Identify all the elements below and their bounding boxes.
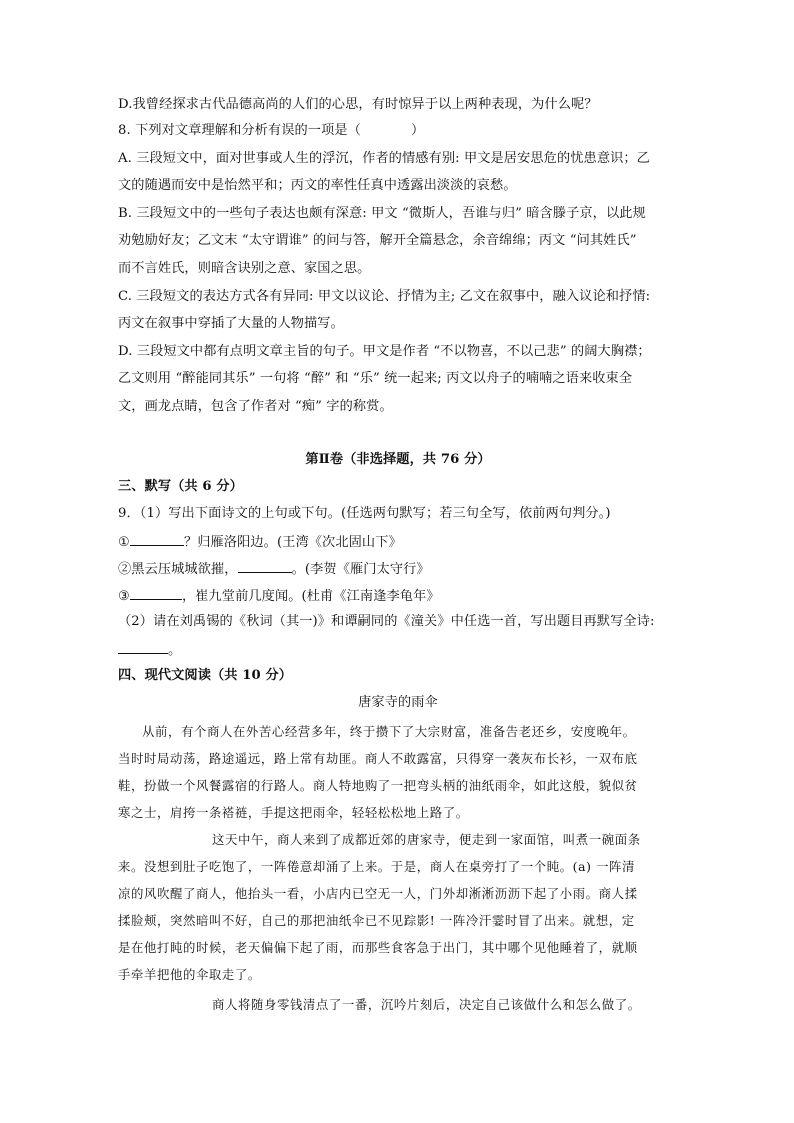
q8-option-d-line3: 文，画龙点睛，包含了作者对 “痴” 字的称赏。: [118, 399, 393, 414]
q7-option-d: D.我曾经探求古代品德高尚的人们的心思，有时惊异于以上两种表现，为什么呢？: [118, 97, 598, 112]
story-p1-line3: 鞋，扮做一个风餐露宿的行路人。商人特地购了一把弯头柄的油纸雨伞，如此这般，貌似贫: [118, 778, 638, 793]
q8-option-d-line1: D. 三段短文中都有点明文章主旨的句子。甲文是作者 “不以物喜，不以己悲” 的阔大胸襟；: [118, 344, 651, 359]
story-p2-line1: 这天中午，商人来到了成都近郊的唐家寺，便走到一家面馆，叫煮一碗面条: [212, 832, 641, 847]
q8-option-b-line2: 劝勉励好友；乙文末 “太守谓谁” 的问与答，解开全篇悬念，余音绵绵；丙文 “问其姓氏”: [118, 233, 637, 248]
story-p3-line1: 商人将随身零钱清点了一番，沉吟片刻后，决定自己该做什么和怎么做了。: [212, 997, 641, 1012]
story-p1-line2: 当时时局动荡，路途遥远，路上常有劫匪。商人不敢露富，只得穿一袭灰布长衫，一双布底: [118, 751, 638, 766]
q8-option-d-line2: 乙文则用 “醉能同其乐” 一句将 “醉” 和 “乐” 统一起来; 丙文以舟子的喃喃之语来收束全: [118, 371, 633, 386]
q9-item3-suffix: ，崔九堂前几度闻。(杜甫《江南逢李龟年》: [181, 589, 440, 604]
q8-option-a-line1: A. 三段短文中，面对世事或人生的浮沉，作者的情感有别: 甲文是居安思危的忧患意识；乙: [118, 151, 650, 166]
q9-intro: 9．（1）写出下面诗文的上句或下句。(任选两句默写；若三句全写，依前两句判分。): [118, 506, 611, 521]
q9-part2-answer: [118, 640, 181, 660]
q9-item2-suffix: 。(李贺《雁门太守行》: [291, 562, 430, 577]
story-p2-line6: 手牵羊把他的伞取走了。: [118, 967, 261, 982]
q9-item2: [118, 559, 430, 579]
q9-item3-prefix: ③: [118, 589, 130, 604]
q9-item1-blank[interactable]: [130, 532, 184, 546]
story-p1-line1: 从前，有个商人在外苦心经营多年，终于攒下了大宗财富，准备告老还乡，安度晚年。: [142, 724, 636, 739]
q9-item3-blank[interactable]: [130, 586, 182, 600]
q9-item2-blank[interactable]: [238, 559, 292, 573]
q9-item1: [118, 532, 402, 552]
q9-part2: （2）请在刘禹锡的《秋词（其一)》和谭嗣同的《潼关》中任选一首，写出题目再默写全诗:: [118, 614, 655, 629]
q8-option-c-line1: C. 三段短文的表达方式各有异同: 甲文以议论、抒情为主; 乙文在叙事中，融入议论和抒情:: [118, 289, 651, 304]
q9-item1-prefix: ①: [118, 535, 130, 550]
story-p2-line4: 揉脸颊，突然暗叫不好，自己的那把油纸伞已不见踪影! 一阵冷汗霎时冒了出来。就想，定: [118, 913, 635, 928]
q9-item1-suffix: ？归雁洛阳边。(王湾《次北固山下》: [183, 535, 402, 550]
q9-item3: [118, 586, 440, 606]
section3-title: 三、默写（共 6 分）: [118, 479, 243, 494]
part2-title: 第Ⅱ卷（非选择题，共 76 分）: [305, 452, 491, 467]
q8-stem: [118, 122, 424, 140]
story-p2-line3: 凉的风吹醒了商人，他抬头一看，小店内已空无一人，门外却淅淅沥沥下起了小雨。商人揉: [118, 886, 638, 901]
q8-option-b-line1: B. 三段短文中的一些句子表达也颇有深意: 甲文 “微斯人，吾谁与归” 暗含滕子京，以此规: [118, 206, 646, 221]
q9-part2-end: 。: [168, 643, 182, 658]
section4-title: 四、现代文阅读（共 10 分）: [118, 668, 293, 683]
q8-option-b-line3: 而不言姓氏，则暗含诀别之意、家国之思。: [118, 261, 371, 276]
q9-item2-prefix: ②黑云压城城欲摧，: [118, 562, 238, 577]
q8-option-a-line2: 文的随遇而安中是怡然平和；丙文的率性任真中透露出淡淡的哀愁。: [118, 178, 517, 193]
story-p1-line4: 寒之士，肩挎一条褡裢，手提这把雨伞，轻轻松松地上路了。: [118, 805, 469, 820]
story-p2-line5: 是在他打盹的时候，老天偏偏下起了雨，而那些食客急于出门，其中哪个见他睡着了，就顺: [118, 940, 638, 955]
q9-part2-blank[interactable]: [118, 640, 168, 654]
q8-stem-close: ）: [410, 123, 425, 138]
story-title: 唐家寺的雨伞: [358, 695, 438, 710]
q8-option-c-line2: 丙文在叙事中穿插了大量的人物描写。: [118, 316, 344, 331]
story-p2-line2: 来。没想到肚子吃饱了，一阵倦意却涌了上来。于是，商人在桌旁打了一个盹。(a) 一阵清: [118, 859, 636, 874]
q8-stem-text: 8. 下列对文章理解和分析有误的一项是（: [118, 123, 361, 138]
